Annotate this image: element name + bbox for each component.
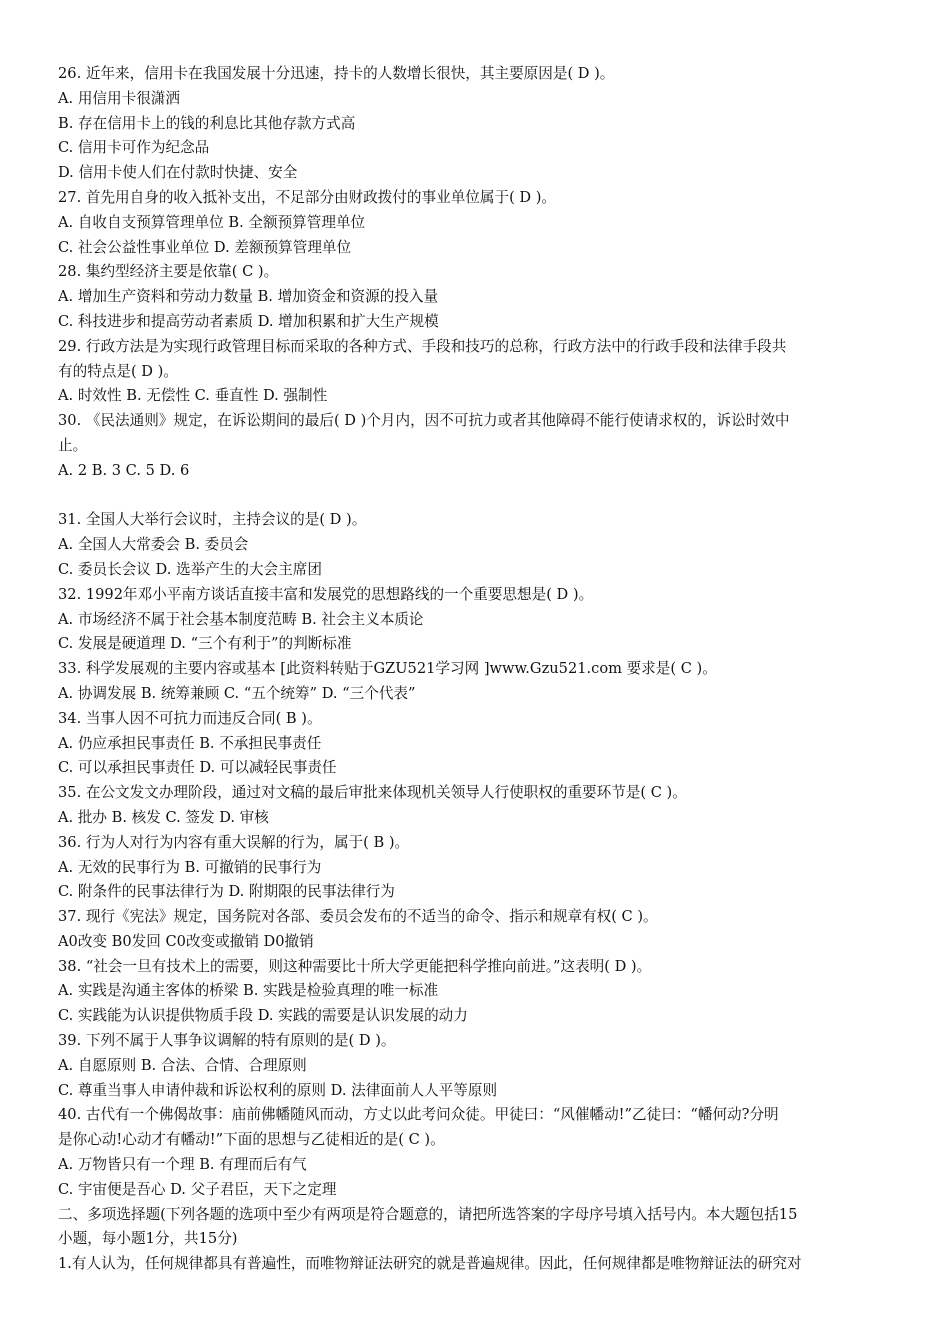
text-line: A. 2 B. 3 C. 5 D. 6 <box>58 461 190 479</box>
text-line: A. 协调发展 B. 统筹兼顾 C. “五个统筹” D. “三个代表” <box>58 684 416 702</box>
text-line: D. 信用卡使人们在付款时快捷、安全 <box>58 164 298 182</box>
text-line: C. 科技进步和提高劳动者素质 D. 增加积累和扩大生产规模 <box>58 312 439 330</box>
text-line: C. 实践能为认识提供物质手段 D. 实践的需要是认识发展的动力 <box>58 1007 468 1025</box>
text-line: C. 可以承担民事责任 D. 可以减轻民事责任 <box>58 759 337 777</box>
text-line: 小题，每小题1分，共15分) <box>58 1230 238 1248</box>
text-line: A0改变 B0发回 C0改变或撤销 D0撤销 <box>58 932 314 950</box>
text-line: 37. 现行《宪法》规定，国务院对各部、委员会发布的不适当的命令、指示和规章有权( C )。 <box>58 908 658 926</box>
text-line: A. 用信用卡很潇洒 <box>58 89 180 107</box>
text-line: A. 增加生产资料和劳动力数量 B. 增加资金和资源的投入量 <box>58 288 439 306</box>
text-line: A. 实践是沟通主客体的桥梁 B. 实践是检验真理的唯一标准 <box>58 982 439 1000</box>
text-line: 38. “社会一旦有技术上的需要，则这种需要比十所大学更能把科学推向前进。”这表明( D )。 <box>58 957 652 975</box>
text-line: C. 委员长会议 D. 选举产生的大会主席团 <box>58 560 322 578</box>
text-line: A. 市场经济不属于社会基本制度范畴 B. 社会主义本质论 <box>58 610 424 628</box>
text-line: 35. 在公文发文办理阶段，通过对文稿的最后审批来体现机关领导人行使职权的重要环节是( C )。 <box>58 784 687 802</box>
text-line: 32. 1992年邓小平南方谈话直接丰富和发展党的思想路线的一个重要思想是( D )。 <box>58 585 594 603</box>
text-line: A. 自愿原则 B. 合法、合情、合理原则 <box>58 1056 307 1074</box>
text-line: C. 信用卡可作为纪念品 <box>58 139 210 157</box>
blank-line <box>58 484 900 509</box>
text-line: 1.有人认为，任何规律都具有普遍性，而唯物辩证法研究的就是普遍规律。因此，任何规律都是唯物辩证法的研究对 <box>58 1255 802 1273</box>
text-line: 31. 全国人大举行会议时，主持会议的是( D )。 <box>58 511 367 529</box>
text-line: C. 发展是硬道理 D. “三个有利于”的判断标准 <box>58 635 352 653</box>
text-line: 二、多项选择题(下列各题的选项中至少有两项是符合题意的，请把所选答案的字母序号填入括号内。本大题包括15 <box>58 1205 798 1223</box>
text-line: 26. 近年来，信用卡在我国发展十分迅速，持卡的人数增长很快，其主要原因是( D )。 <box>58 65 615 82</box>
text-line: 有的特点是( D )。 <box>58 362 178 380</box>
text-line: B. 存在信用卡上的钱的利息比其他存款方式高 <box>58 114 356 132</box>
text-line: 36. 行为人对行为内容有重大误解的行为，属于( B )。 <box>58 833 410 851</box>
text-line: A. 无效的民事行为 B. 可撤销的民事行为 <box>58 858 322 876</box>
text-line: 39. 下列不属于人事争议调解的特有原则的是( D )。 <box>58 1032 396 1050</box>
text-line: C. 社会公益性事业单位 D. 差额预算管理单位 <box>58 238 352 256</box>
document-page <box>58 62 900 1277</box>
text-line: A. 时效性 B. 无偿性 C. 垂直性 D. 强制性 <box>58 387 328 405</box>
text-line: 止。 <box>58 436 88 454</box>
text-line: C. 尊重当事人申请仲裁和诉讼权利的原则 D. 法律面前人人平等原则 <box>58 1081 498 1099</box>
text-line: A. 自收自支预算管理单位 B. 全额预算管理单位 <box>58 213 366 231</box>
text-line: A. 批办 B. 核发 C. 签发 D. 审核 <box>58 808 269 826</box>
text-line: 28. 集约型经济主要是依靠( C )。 <box>58 263 279 281</box>
text-line: 34. 当事人因不可抗力而违反合同( B )。 <box>58 709 322 727</box>
text-line: A. 全国人大常委会 B. 委员会 <box>58 536 249 554</box>
text-line: C. 宇宙便是吾心 D. 父子君臣，天下之定理 <box>58 1180 337 1198</box>
text-line: 40. 古代有一个佛偈故事：庙前佛幡随风而动，方丈以此考问众徒。甲徒曰：“风催幡动!”乙徒曰：“幡何动?分明 <box>58 1106 779 1124</box>
text-line: 29. 行政方法是为实现行政管理目标而采取的各种方式、手段和技巧的总称，行政方法中的行政手段和法律手段共 <box>58 337 787 355</box>
text-line: A. 仍应承担民事责任 B. 不承担民事责任 <box>58 734 322 752</box>
text-line: 33. 科学发展观的主要内容或基本 [此资料转贴于GZU521学习网 ]www.Gzu521.com 要求是( C )。 <box>58 660 717 678</box>
text-line: A. 万物皆只有一个理 B. 有理而后有气 <box>58 1156 307 1174</box>
text-line: C. 附条件的民事法律行为 D. 附期限的民事法律行为 <box>58 883 395 901</box>
text-line: 30. 《民法通则》规定，在诉讼期间的最后( D )个月内，因不可抗力或者其他障碍不能行使请求权的，诉讼时效中 <box>58 412 790 430</box>
text-line: 是你心动!心动才有幡动!”下面的思想与乙徒相近的是( C )。 <box>58 1131 445 1149</box>
text-line: 27. 首先用自身的收入抵补支出，不足部分由财政拨付的事业单位属于( D )。 <box>58 188 557 206</box>
